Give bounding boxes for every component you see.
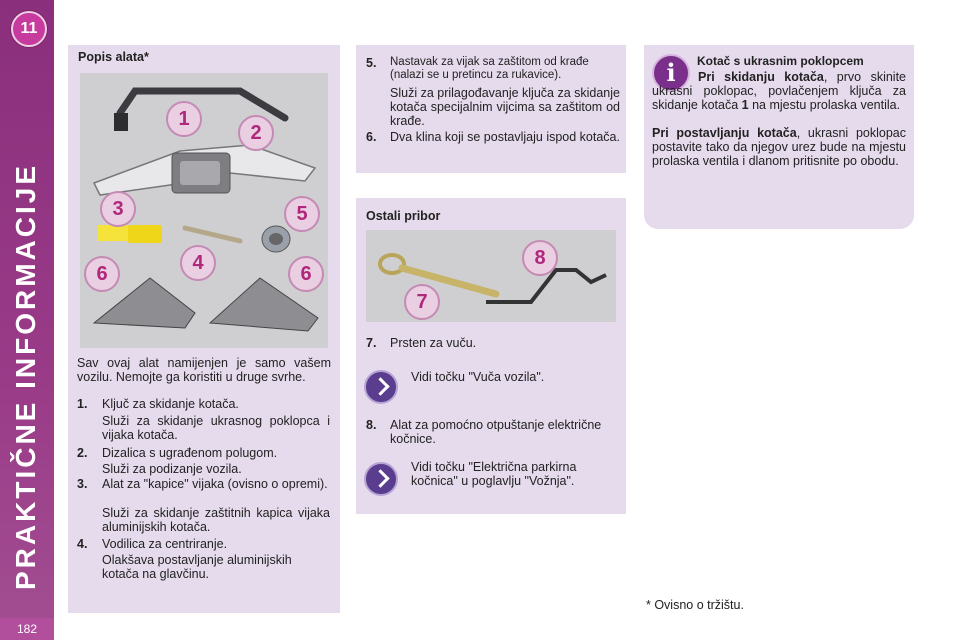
photo-label-6-left: 6 — [84, 256, 120, 292]
item-1-title: Ključ za skidanje kotača. — [102, 397, 239, 411]
cross-reference-arrow-icon — [364, 370, 398, 404]
chapter-sidebar — [0, 0, 54, 640]
item-4-number: 4. — [77, 537, 88, 551]
item-3-title: Alat za "kapice" vijaka (ovisno o opremi). — [102, 477, 328, 491]
photo-label-4: 4 — [180, 245, 216, 281]
accessories-photo — [366, 230, 616, 322]
photo-label-6-right: 6 — [288, 256, 324, 292]
item-7-number: 7. — [366, 336, 377, 350]
chapter-title: PRAKTIČNE INFORMACIJE — [10, 162, 41, 590]
install-text: , ukrasni poklopac postavite tako da njegov urez bude na mjestu prolaska ventila i dlanom pritisnite po obodu. — [652, 126, 906, 168]
photo-label-3: 3 — [100, 191, 136, 227]
item-8-title: Alat za pomoćno otpuštanje električne kočnice. — [390, 418, 602, 446]
wheel-trim-removal-paragraph — [652, 70, 906, 112]
item-3-number: 3. — [77, 477, 88, 491]
removal-text: , prvo skinite ukrasni poklopac, povlačenjem ključa za skidanje kotača — [652, 70, 907, 112]
photo-label-1: 1 — [166, 101, 202, 137]
page-number: 182 — [0, 618, 54, 640]
tools-photo — [80, 73, 328, 348]
wheel-trim-heading: Kotač s ukrasnim poklopcem — [697, 54, 864, 68]
item-2-description: Služi za podizanje vozila. — [102, 462, 242, 476]
item-1-description: Služi za skidanje ukrasnog poklopca i vijaka kotača. — [102, 414, 330, 442]
photo-label-5: 5 — [284, 196, 320, 232]
item-7-title: Prsten za vuču. — [390, 336, 477, 350]
item-2-number: 2. — [77, 446, 88, 460]
tool-list-intro: Sav ovaj alat namijenjen je samo vašem vozilu. Nemojte ga koristiti u druge svrhe. — [77, 356, 331, 384]
item-8-number: 8. — [366, 418, 377, 432]
install-lead: Pri postavljanju kotača — [652, 126, 797, 140]
tool-list-heading: Popis alata* — [78, 50, 149, 64]
wheel-trim-install-paragraph — [652, 126, 906, 168]
footnote: * Ovisno o tržištu. — [646, 598, 744, 612]
item-6-title: Dva klina koji se postavljaju ispod kotača. — [390, 130, 620, 144]
other-accessories-heading: Ostali pribor — [366, 209, 441, 223]
item-2-title: Dizalica s ugrađenom polugom. — [102, 446, 278, 460]
item-6-number: 6. — [366, 130, 377, 144]
removal-number: 1 — [741, 98, 749, 112]
item-8-reference[interactable]: Vidi točku "Električna parkirna kočnica" u poglavlju "Vožnja". — [411, 460, 577, 488]
removal-lead: Pri skidanju kotača — [698, 70, 824, 84]
item-5-description: Služi za prilagođavanje ključa za skidanje kotača specijalnim vijcima sa zaštitom od krađe. — [390, 86, 620, 128]
accessories-illustration — [366, 230, 616, 322]
item-7-reference[interactable]: Vidi točku "Vuča vozila". — [411, 370, 545, 384]
photo-label-7: 7 — [404, 284, 440, 320]
item-5-title: Nastavak za vijak sa zaštitom od krađe (nalazi se u pretincu za rukavice). — [390, 56, 589, 81]
item-5-number: 5. — [366, 56, 377, 70]
cross-reference-arrow-icon — [364, 462, 398, 496]
removal-end: na mjestu prolaska ventila. — [748, 98, 901, 112]
item-1-number: 1. — [77, 397, 88, 411]
photo-label-2: 2 — [238, 115, 274, 151]
photo-label-8: 8 — [522, 240, 558, 276]
chapter-number-badge: 11 — [11, 11, 47, 47]
info-icon: i — [652, 54, 690, 92]
item-3-description: Služi za skidanje zaštitnih kapica vijaka aluminijskih kotača. — [102, 506, 330, 534]
item-4-title: Vodilica za centriranje. — [102, 537, 228, 551]
item-4-description: Olakšava postavljanje aluminijskih kotača na glavčinu. — [102, 553, 292, 581]
